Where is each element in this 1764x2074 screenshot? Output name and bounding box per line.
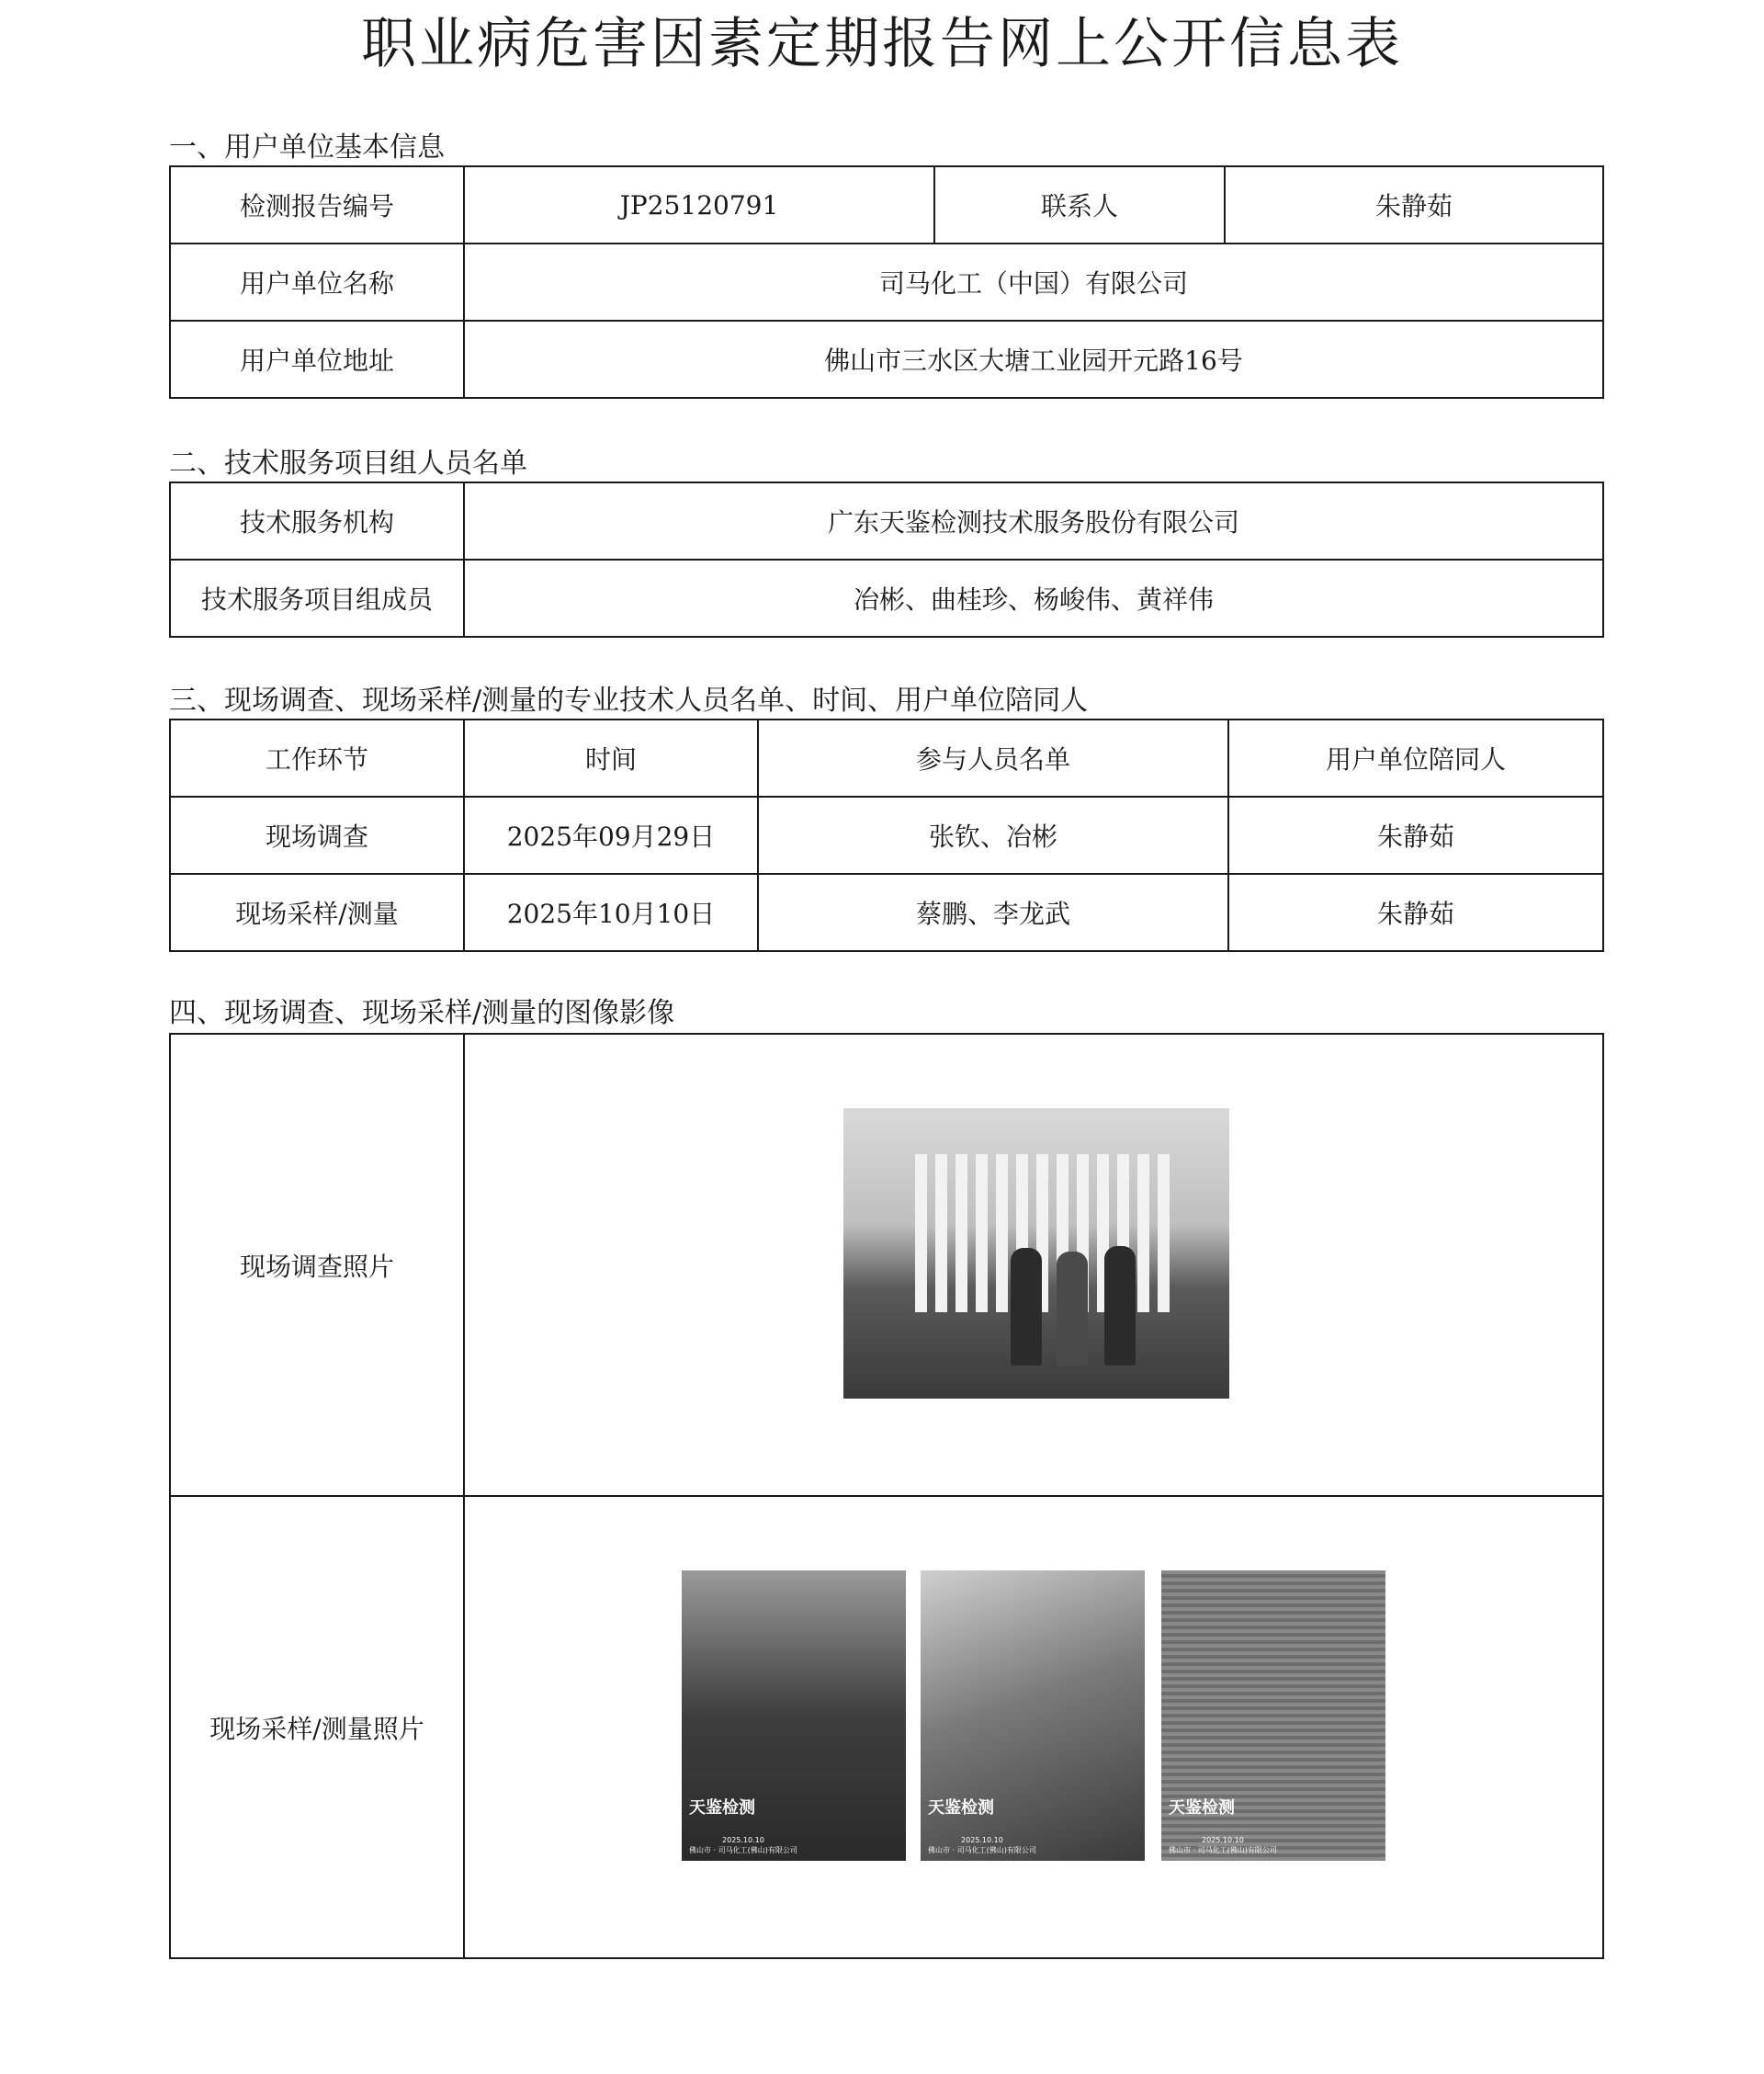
header-cell: 工作环节 <box>170 720 464 797</box>
stage-cell: 现场采样/测量 <box>170 874 464 951</box>
survey-photo-cell <box>464 1034 1603 1496</box>
page-title: 职业病危害因素定期报告网上公开信息表 <box>361 12 1403 76</box>
section1-heading: 一、用户单位基本信息 <box>169 131 445 164</box>
unit-name-label: 用户单位名称 <box>170 244 464 321</box>
date-cell: 2025年09月29日 <box>464 797 758 874</box>
stage-cell: 现场调查 <box>170 797 464 874</box>
sampling-photo-2: 天鉴检测 2025.10.10 佛山市 · 司马化工(佛山)有限公司 <box>921 1570 1145 1861</box>
unit-address-value: 佛山市三水区大塘工业园开元路16号 <box>464 321 1603 398</box>
staff-cell: 张钦、冶彬 <box>758 797 1228 874</box>
contact-value: 朱静茹 <box>1225 166 1603 244</box>
org-value: 广东天鉴检测技术服务股份有限公司 <box>464 482 1603 560</box>
unit-name-value: 司马化工（中国）有限公司 <box>464 244 1603 321</box>
escort-cell: 朱静茹 <box>1228 874 1603 951</box>
photo-table <box>169 1033 1604 1959</box>
sampling-photo-cell <box>464 1496 1603 1958</box>
sampling-photo-3: 天鉴检测 2025.10.10 佛山市 · 司马化工(佛山)有限公司 <box>1161 1570 1385 1861</box>
report-no-value: JP25120791 <box>464 166 934 244</box>
basic-info-table <box>169 165 1604 399</box>
escort-cell: 朱静茹 <box>1228 797 1603 874</box>
members-value: 冶彬、曲桂珍、杨峻伟、黄祥伟 <box>464 560 1603 637</box>
header-cell: 时间 <box>464 720 758 797</box>
org-label: 技术服务机构 <box>170 482 464 560</box>
date-cell: 2025年10月10日 <box>464 874 758 951</box>
team-table <box>169 482 1604 638</box>
unit-address-label: 用户单位地址 <box>170 321 464 398</box>
header-cell: 参与人员名单 <box>758 720 1228 797</box>
survey-photo <box>843 1108 1229 1399</box>
survey-photo-label: 现场调查照片 <box>170 1034 464 1496</box>
section2-heading: 二、技术服务项目组人员名单 <box>169 448 527 480</box>
sampling-photo-1: 天鉴检测 2025.10.10 佛山市 · 司马化工(佛山)有限公司 <box>682 1570 906 1861</box>
contact-label: 联系人 <box>934 166 1225 244</box>
members-label: 技术服务项目组成员 <box>170 560 464 637</box>
fieldwork-table <box>169 719 1604 952</box>
staff-cell: 蔡鹏、李龙武 <box>758 874 1228 951</box>
header-cell: 用户单位陪同人 <box>1228 720 1603 797</box>
report-no-label: 检测报告编号 <box>170 166 464 244</box>
section4-heading: 四、现场调查、现场采样/测量的图像影像 <box>169 997 675 1029</box>
sampling-photo-label: 现场采样/测量照片 <box>170 1496 464 1958</box>
section3-heading: 三、现场调查、现场采样/测量的专业技术人员名单、时间、用户单位陪同人 <box>169 685 1089 717</box>
table-row <box>170 874 1603 951</box>
table-row <box>170 797 1603 874</box>
